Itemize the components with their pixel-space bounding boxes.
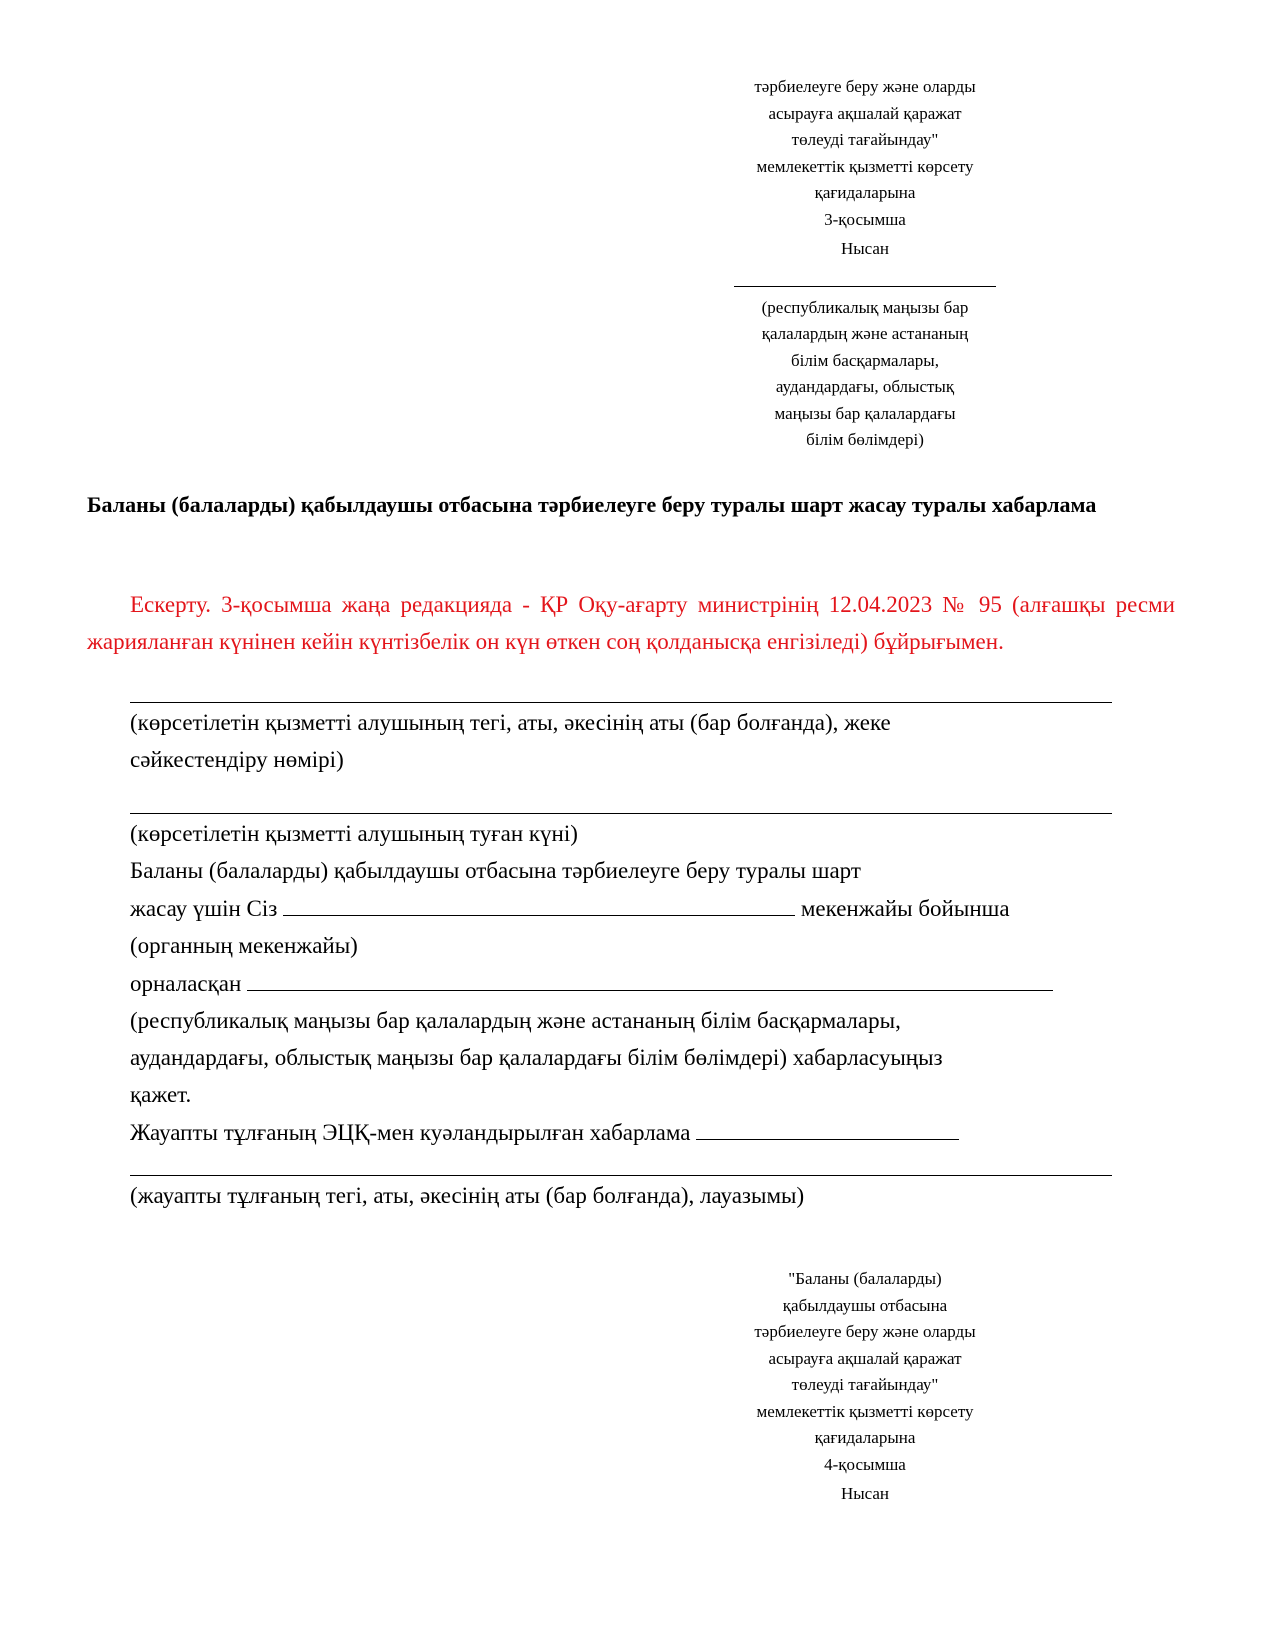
recipient-name-blank-line [130,702,1112,703]
appendix4-header-line: төлеуді тағайындау" [791,1375,939,1394]
addressee-line: (республикалық маңызы бар [761,297,969,317]
signed-notice-label: Жауапты тұлғаның ЭЦҚ-мен куәландырылған хабарлама [130,1120,691,1145]
notice-sentence-line: Баланы (балаларды) қабылдаушы отбасына тәрбиелеуге беру туралы шарт [130,858,861,883]
signature-blank-field [696,1113,959,1140]
birth-date-caption: (көрсетілетін қызметті алушының туған күні) [130,821,578,846]
appendix4-header-line: мемлекеттік қызметті көрсету [756,1401,974,1421]
address-blank-field [283,889,795,916]
form-label: Нысан [840,1484,890,1503]
appendix4-header-line: "Баланы (балаларды) [788,1269,942,1288]
sentence-start: жасау үшін Сіз [130,896,278,921]
recipient-caption [130,704,1140,778]
address-caption: (органның мекенжайы) [130,933,358,958]
addressee-line: білім бөлімдері) [806,430,924,449]
appendix4-header-line: асырауға ақшалай қаражат [768,1348,962,1368]
organization-caption-line: қажет. [130,1082,192,1107]
sentence-end: мекенжайы бойынша [800,896,1010,921]
organization-blank-field [247,964,1053,991]
appendix3-header-line: қағидаларына [814,183,916,202]
appendix3-header-line: мемлекеттік қызметті көрсету [756,156,974,176]
appendix4-header-line: қабылдаушы отбасына [782,1295,948,1315]
official-caption: (жауапты тұлғаның тегі, аты, әкесінің аты (бар болғанда), лауазымы) [130,1183,805,1208]
amendment-note: Ескерту. 3-қосымша жаңа редакцияда - ҚР Оқу-ағарту министрінің 12.04.2023 № 95 (алғашқы ресми жарияланған күнінен кейін күнтізбелік он күн өткен соң қолданысқа енгізіледі) бұйрығымен. [87,592,1175,654]
addressee-block [700,295,1030,454]
recipient-caption-line: сәйкестендіру нөмірі) [130,747,344,772]
organization-caption-line: аудандардағы, облыстық маңызы бар қалалардағы білім бөлімдері) хабарласуыңыз [130,1045,943,1070]
appendix3-header-line: төлеуді тағайындау" [791,130,939,149]
birth-date-blank-line [130,813,1112,814]
addressee-blank-line [734,268,996,287]
form-label: Нысан [840,239,890,258]
located-line [130,964,1140,1002]
appendix4-header-line: тәрбиелеуге беру және оларды [754,1322,976,1341]
signed-notice-line [130,1113,1140,1151]
addressee-line: қалалардың және астананың [761,324,969,343]
addressee-line: аудандардағы, облыстық [775,377,955,396]
recipient-caption-line: (көрсетілетін қызметті алушының тегі, аты, әкесінің аты (бар болғанда), жеке [130,710,891,735]
appendix3-header-line: асырауға ақшалай қаражат [768,103,962,123]
addressee-line: маңызы бар қалалардағы [774,403,956,423]
appendix3-header [700,74,1030,454]
appendix4-header [700,1266,1030,1508]
organization-caption-line: (республикалық маңызы бар қалалардың және астананың білім басқармалары, [130,1008,901,1033]
official-blank-line [130,1175,1112,1176]
document-title: Баланы (балаларды) қабылдаушы отбасына тәрбиелеуге беру туралы шарт жасау туралы хабарлама [87,492,1097,517]
notice-body [130,815,1140,1151]
appendix4-header-line: қағидаларына [814,1428,916,1447]
appendix4-number: 4-қосымша [824,1454,906,1474]
notice-sentence-line [130,889,1140,927]
located-label: орналасқан [130,971,242,996]
addressee-line: білім басқармалары, [791,350,939,370]
appendix3-header-line: тәрбиелеуге беру және оларды [754,77,976,96]
appendix3-number: 3-қосымша [824,209,906,229]
